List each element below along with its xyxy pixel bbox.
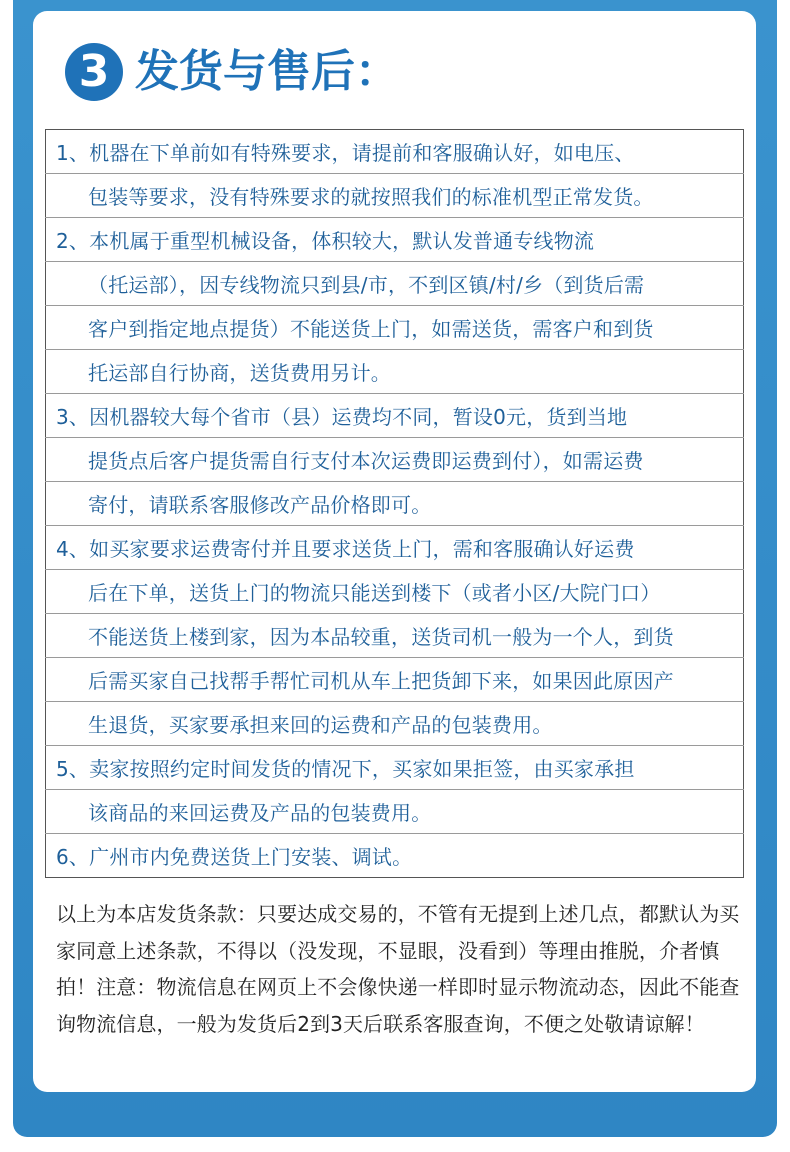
term-continuation-line: 客户到指定地点提货）不能送货上门，如需送货，需客户和到货 (46, 306, 744, 350)
term-continuation-line: 提货点后客户提货需自行支付本次运费即运费到付），如需运费 (46, 438, 744, 482)
terms-row (46, 306, 744, 350)
terms-row (46, 174, 744, 218)
term-item-line: 2、本机属于重型机械设备，体积较大，默认发普通专线物流 (46, 218, 744, 262)
terms-row (46, 482, 744, 526)
section-title: 发货与售后： (135, 46, 399, 97)
term-item-line: 1、机器在下单前如有特殊要求，请提前和客服确认好，如电压、 (56, 141, 635, 165)
term-continuation-line: 生退货，买家要承担来回的运费和产品的包装费用。 (46, 702, 744, 746)
terms-note: 以上为本店发货条款：只要达成交易的，不管有无提到上述几点，都默认为买家同意上述条款，不得以（没发现，不显眼，没看到）等理由推脱，介者慎拍！注意：物流信息在网页上不会像快递一样即时显示物流动态，因此不能查询物流信息，一般为发货后2到3天后联系客服查询，不便之处敬请谅解！ (56, 902, 740, 1036)
term-continuation-line: 后在下单，送货上门的物流只能送到楼下（或者小区/大院门口） (46, 570, 744, 614)
term-continuation-line: 该商品的来回运费及产品的包装费用。 (46, 790, 744, 834)
term-item-line: 3、因机器较大每个省市（县）运费均不同，暂设0元，货到当地 (46, 394, 744, 438)
term-item-line: 6、广州市内免费送货上门安装、调试。 (46, 834, 744, 878)
terms-row (46, 350, 744, 394)
term-continuation-line: （托运部），因专线物流只到县/市，不到区镇/村/乡（到货后需 (46, 262, 744, 306)
terms-row (46, 218, 744, 262)
terms-row (46, 746, 744, 790)
terms-row (46, 570, 744, 614)
terms-row (46, 702, 744, 746)
terms-row (46, 790, 744, 834)
terms-row (46, 614, 744, 658)
terms-row (46, 394, 744, 438)
terms-row (46, 834, 744, 878)
terms-row (46, 438, 744, 482)
terms-row (46, 526, 744, 570)
term-item-line: 4、如买家要求运费寄付并且要求送货上门，需和客服确认好运费 (46, 526, 744, 570)
term-continuation-line: 包装等要求，没有特殊要求的就按照我们的标准机型正常发货。 (46, 174, 744, 218)
term-continuation-line: 不能送货上楼到家，因为本品较重，送货司机一般为一个人，到货 (46, 614, 744, 658)
terms-row (46, 658, 744, 702)
section-number-badge: 3 (65, 43, 123, 101)
term-item-line: 5、卖家按照约定时间发货的情况下，买家如果拒签，由买家承担 (46, 746, 744, 790)
term-continuation-line: 后需买家自己找帮手帮忙司机从车上把货卸下来，如果因此原因产 (46, 658, 744, 702)
terms-row (46, 130, 744, 174)
term-continuation-line: 寄付，请联系客服修改产品价格即可。 (46, 482, 744, 526)
section-header (65, 40, 399, 104)
terms-row (46, 262, 744, 306)
terms-table (45, 129, 744, 878)
term-continuation-line: 托运部自行协商，送货费用另计。 (46, 350, 744, 394)
